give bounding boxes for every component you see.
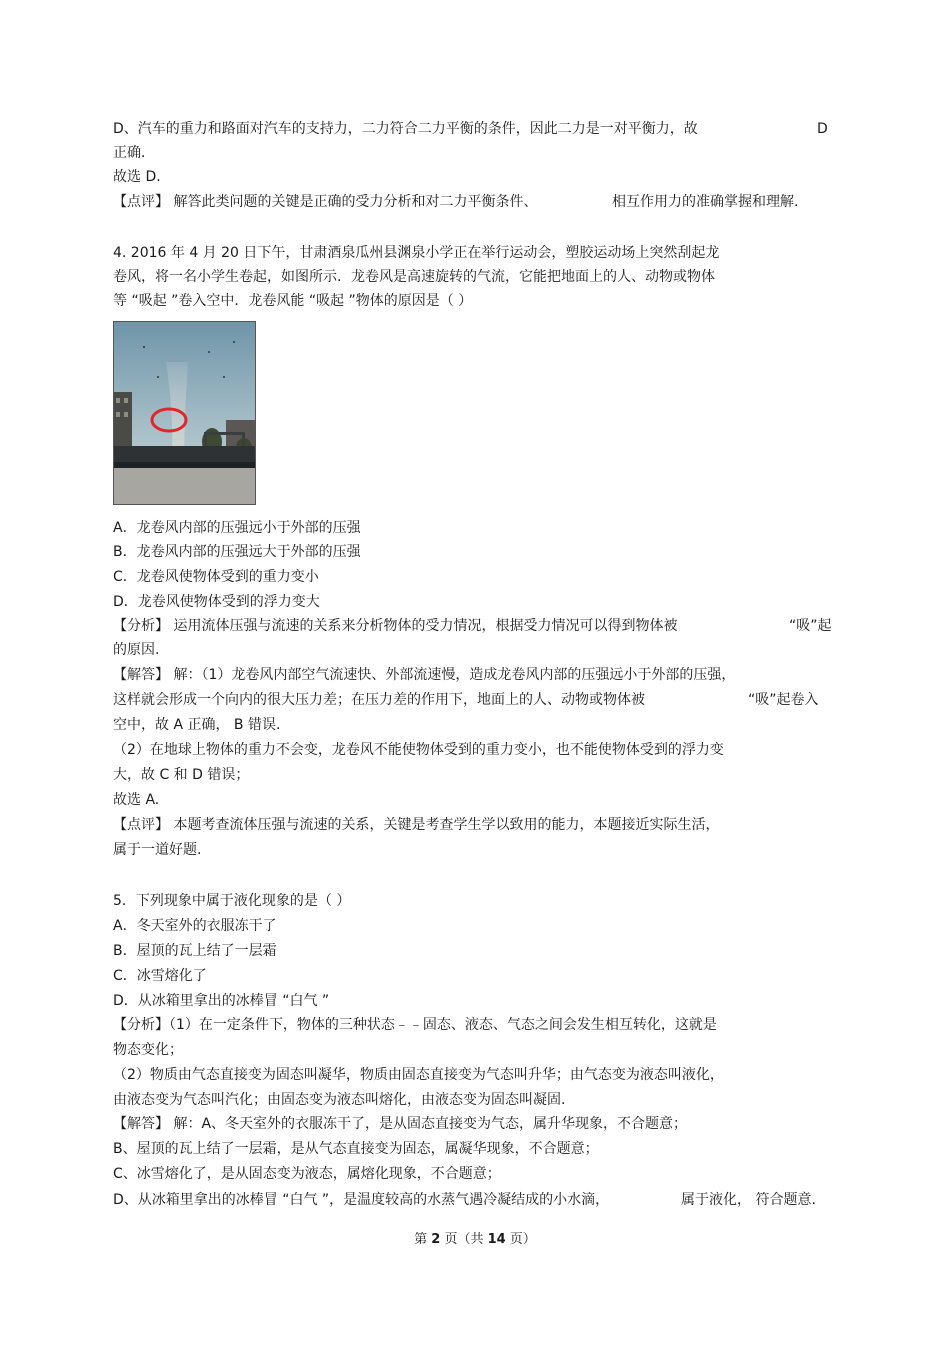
q5-analysis-line1: 【分析】（1）在一定条件下，物体的三种状态﹣﹣固态、液态、气态之间会发生相互转化，这就是: [113, 1017, 717, 1033]
q4-option-c: C．龙卷风使物体受到的重力变小: [113, 569, 319, 585]
q5-option-c: C．冰雪熔化了: [113, 968, 207, 984]
q4-stem-line1: 4. 2016 年 4 月 20 日下午，甘肃酒泉瓜州县渊泉小学正在举行运动会，塑胶运动场上突然刮起龙: [113, 245, 720, 261]
page-footer: [0, 1231, 950, 1249]
footer-page-number: 2: [431, 1232, 441, 1247]
q4-solution-line2-tail: “吸”起卷入: [748, 692, 819, 708]
q3-comment-tail: 相互作用力的准确掌握和理解.: [612, 194, 799, 210]
q4-solution-line3: 空中，故 A 正确， B 错误.: [113, 717, 281, 733]
q4-solution-line4: （2）在地球上物体的重力不会变，龙卷风不能使物体受到的重力变小，也不能使物体受到的浮力变: [113, 742, 724, 758]
q4-option-b: B．龙卷风内部的压强远大于外部的压强: [113, 544, 361, 560]
q4-analysis-line2: 的原因.: [113, 642, 160, 658]
q4-solution-line1: 【解答】 解：（1）龙卷风内部空气流速快、外部流速慢，造成龙卷风内部的压强远小于外部的压强，: [113, 667, 736, 683]
q4-analysis-tail: “吸”起: [789, 618, 832, 634]
footer-total-pages: 14: [487, 1232, 506, 1247]
q5-analysis-line2: 物态变化；: [113, 1042, 183, 1058]
q5-analysis-line4: 由液态变为气态叫汽化；由固态变为液态叫熔化，由液态变为固态叫凝固.: [113, 1092, 566, 1108]
q5-solution-line4: D、从冰箱里拿出的冰棒冒 “白气 ”，是温度较高的水蒸气遇冷凝结成的小水滴，: [113, 1192, 610, 1208]
q4-comment-line2: 属于一道好题.: [113, 842, 202, 858]
q5-solution-line4-tail: 属于液化， 符合题意.: [681, 1192, 816, 1208]
q3-option-d-line2: 正确.: [113, 145, 146, 161]
q4-solution-line5: 大，故 C 和 D 错误；: [113, 767, 250, 783]
q4-analysis-line1: 【分析】 运用流体压强与流速的关系来分析物体的受力情况，根据受力情况可以得到物体被: [113, 618, 678, 634]
q5-solution-line2: B、屋顶的瓦上结了一层霜，是从气态直接变为固态，属凝华现象，不合题意；: [113, 1141, 599, 1157]
tornado-photo: [113, 321, 256, 505]
footer-middle: 页（共: [440, 1232, 488, 1247]
q3-option-d-letter: D: [817, 121, 828, 137]
footer-prefix: 第: [414, 1232, 432, 1247]
q4-comment-line1: 【点评】 本题考查流体压强与流速的关系，关键是考查学生学以致用的能力，本题接近实际生活，: [113, 817, 720, 833]
q4-stem-line2: 卷风，将一名小学生卷起，如图所示．龙卷风是高速旋转的气流，它能把地面上的人、动物或物体: [113, 269, 715, 285]
q5-solution-line1: 【解答】 解：A、冬天室外的衣服冻干了，是从固态直接变为气态，属升华现象，不合题意；: [113, 1116, 688, 1132]
q4-solution-line2: 这样就会形成一个向内的很大压力差；在压力差的作用下，地面上的人、动物或物体被: [113, 692, 645, 708]
q3-option-d-line1: D、汽车的重力和路面对汽车的支持力，二力符合二力平衡的条件，因此二力是一对平衡力，故: [113, 121, 698, 137]
q4-option-d: D．龙卷风使物体受到的浮力变大: [113, 594, 320, 610]
q4-stem-line3: 等 “吸起 ”卷入空中．龙卷风能 “吸起 ”物体的原因是（ ）: [113, 293, 473, 309]
q5-option-a: A．冬天室外的衣服冻干了: [113, 918, 277, 934]
q5-option-d: D．从冰箱里拿出的冰棒冒 “白气 ”: [113, 993, 330, 1009]
q5-solution-line3: C、冰雪熔化了，是从固态变为液态，属熔化现象，不合题意；: [113, 1166, 501, 1182]
q5-analysis-line3: （2）物质由气态直接变为固态叫凝华，物质由固态直接变为气态叫升华；由气态变为液态叫液化，: [113, 1067, 724, 1083]
q5-stem: 5．下列现象中属于液化现象的是（ ）: [113, 893, 351, 909]
footer-suffix: 页）: [505, 1232, 536, 1247]
q4-option-a: A．龙卷风内部的压强远小于外部的压强: [113, 520, 361, 536]
q3-comment: 【点评】 解答此类问题的关键是正确的受力分析和对二力平衡条件、: [113, 194, 538, 210]
q3-answer: 故选 D.: [113, 169, 161, 185]
q4-answer: 故选 A.: [113, 792, 160, 808]
q5-option-b: B．屋顶的瓦上结了一层霜: [113, 943, 277, 959]
